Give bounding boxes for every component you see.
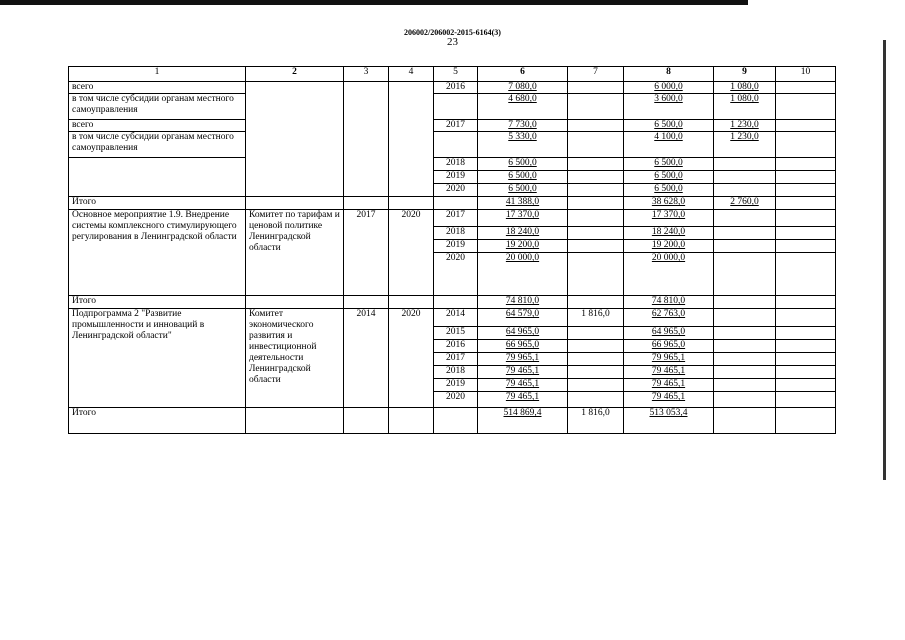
year-cell (434, 132, 478, 158)
other-cell (776, 227, 836, 240)
year-cell: 2020 (434, 392, 478, 408)
other-cell (776, 94, 836, 120)
local-cell: 1 230,0 (714, 120, 776, 132)
start-year-cell: 2014 (344, 309, 389, 408)
regional-cell: 6 500,0 (624, 158, 714, 171)
executor-cell (246, 408, 344, 434)
year-cell: 2014 (434, 309, 478, 327)
regional-cell: 38 628,0 (624, 197, 714, 210)
executor-cell (246, 82, 344, 197)
local-cell (714, 240, 776, 253)
document-code: 206002/206002-2015-6164(3) (404, 28, 501, 37)
local-cell (714, 227, 776, 240)
federal-cell (568, 353, 624, 366)
total-cell: 79 465,1 (478, 366, 568, 379)
year-cell: 2018 (434, 366, 478, 379)
budget-table (68, 66, 836, 434)
end-year-cell (389, 82, 434, 197)
start-year-cell (344, 408, 389, 434)
other-cell (776, 82, 836, 94)
federal-cell (568, 132, 624, 158)
executor-cell (246, 296, 344, 309)
right-scan-edge (883, 40, 886, 480)
federal-cell (568, 171, 624, 184)
executor-cell: Комитет по тарифам и ценовой политике Ленинградской области (246, 210, 344, 296)
regional-cell: 79 465,1 (624, 392, 714, 408)
other-cell (776, 120, 836, 132)
table-row (69, 309, 836, 327)
table-row (69, 210, 836, 227)
table-row (69, 82, 836, 94)
total-cell: 4 680,0 (478, 94, 568, 120)
year-cell: 2017 (434, 210, 478, 227)
end-year-cell (389, 197, 434, 210)
start-year-cell (344, 197, 389, 210)
header-cell: 5 (434, 67, 478, 82)
other-cell (776, 296, 836, 309)
federal-cell (568, 197, 624, 210)
other-cell (776, 158, 836, 171)
local-cell: 1 230,0 (714, 132, 776, 158)
federal-cell (568, 94, 624, 120)
total-cell: 66 965,0 (478, 340, 568, 353)
federal-cell: 1 816,0 (568, 309, 624, 327)
federal-cell: 1 816,0 (568, 408, 624, 434)
local-cell (714, 158, 776, 171)
local-cell (714, 210, 776, 227)
regional-cell: 62 763,0 (624, 309, 714, 327)
local-cell (714, 253, 776, 296)
other-cell (776, 408, 836, 434)
regional-cell: 6 500,0 (624, 171, 714, 184)
measure-title: Основное мероприятие 1.9. Внедрение системы комплексного стимулирующего регулирования в Ленинградской области (69, 210, 246, 296)
other-cell (776, 184, 836, 197)
start-year-cell: 2017 (344, 210, 389, 296)
table-row (69, 94, 836, 120)
regional-cell: 6 000,0 (624, 82, 714, 94)
total-cell: 19 200,0 (478, 240, 568, 253)
federal-cell (568, 120, 624, 132)
regional-cell: 79 965,1 (624, 353, 714, 366)
year-cell: 2018 (434, 158, 478, 171)
year-cell: 2020 (434, 253, 478, 296)
regional-cell: 19 200,0 (624, 240, 714, 253)
local-cell (714, 296, 776, 309)
total-cell: 79 465,1 (478, 392, 568, 408)
header-cell: 7 (568, 67, 624, 82)
federal-cell (568, 184, 624, 197)
row-label: Итого (69, 197, 246, 210)
table-row (69, 132, 836, 158)
table-row-total (69, 296, 836, 309)
total-cell: 17 370,0 (478, 210, 568, 227)
regional-cell: 513 053,4 (624, 408, 714, 434)
regional-cell: 18 240,0 (624, 227, 714, 240)
federal-cell (568, 379, 624, 392)
local-cell (714, 408, 776, 434)
header-cell: 3 (344, 67, 389, 82)
federal-cell (568, 210, 624, 227)
regional-cell: 66 965,0 (624, 340, 714, 353)
table-row (69, 158, 836, 171)
year-cell: 2019 (434, 240, 478, 253)
total-cell: 79 465,1 (478, 379, 568, 392)
total-cell: 64 965,0 (478, 327, 568, 340)
page-number: 23 (447, 36, 458, 48)
other-cell (776, 379, 836, 392)
other-cell (776, 366, 836, 379)
row-label: в том числе субсидии органам местного самоуправления (69, 132, 246, 158)
regional-cell: 64 965,0 (624, 327, 714, 340)
federal-cell (568, 392, 624, 408)
regional-cell: 79 465,1 (624, 366, 714, 379)
end-year-cell (389, 296, 434, 309)
total-cell: 79 965,1 (478, 353, 568, 366)
regional-cell: 20 000,0 (624, 253, 714, 296)
local-cell (714, 379, 776, 392)
regional-cell: 79 465,1 (624, 379, 714, 392)
row-label (69, 158, 246, 197)
federal-cell (568, 82, 624, 94)
year-cell (434, 94, 478, 120)
other-cell (776, 210, 836, 227)
other-cell (776, 253, 836, 296)
other-cell (776, 353, 836, 366)
top-border-line (0, 0, 748, 5)
executor-cell: Комитет экономического развития и инвестиционной деятельности Ленинградской области (246, 309, 344, 408)
regional-cell: 6 500,0 (624, 184, 714, 197)
year-cell (434, 296, 478, 309)
local-cell (714, 392, 776, 408)
header-cell: 8 (624, 67, 714, 82)
other-cell (776, 392, 836, 408)
year-cell: 2015 (434, 327, 478, 340)
federal-cell (568, 253, 624, 296)
year-cell (434, 408, 478, 434)
other-cell (776, 197, 836, 210)
other-cell (776, 340, 836, 353)
end-year-cell: 2020 (389, 309, 434, 408)
start-year-cell (344, 82, 389, 197)
row-label: всего (69, 120, 246, 132)
total-cell: 74 810,0 (478, 296, 568, 309)
header-cell: 2 (246, 67, 344, 82)
total-cell: 18 240,0 (478, 227, 568, 240)
regional-cell: 3 600,0 (624, 94, 714, 120)
regional-cell: 6 500,0 (624, 120, 714, 132)
local-cell (714, 327, 776, 340)
end-year-cell (389, 408, 434, 434)
year-cell: 2019 (434, 171, 478, 184)
local-cell (714, 366, 776, 379)
year-cell: 2017 (434, 353, 478, 366)
total-cell: 7 080,0 (478, 82, 568, 94)
header-cell: 1 (69, 67, 246, 82)
executor-cell (246, 197, 344, 210)
other-cell (776, 309, 836, 327)
row-label: всего (69, 82, 246, 94)
regional-cell: 4 100,0 (624, 132, 714, 158)
year-cell: 2018 (434, 227, 478, 240)
federal-cell (568, 240, 624, 253)
row-label: Итого (69, 296, 246, 309)
total-cell: 41 388,0 (478, 197, 568, 210)
total-cell: 5 330,0 (478, 132, 568, 158)
local-cell (714, 171, 776, 184)
header-cell: 10 (776, 67, 836, 82)
local-cell (714, 353, 776, 366)
total-cell: 514 869,4 (478, 408, 568, 434)
local-cell (714, 309, 776, 327)
federal-cell (568, 227, 624, 240)
table-row-total (69, 197, 836, 210)
total-cell: 20 000,0 (478, 253, 568, 296)
table-row-total (69, 408, 836, 434)
year-cell: 2016 (434, 82, 478, 94)
total-cell: 6 500,0 (478, 184, 568, 197)
regional-cell: 17 370,0 (624, 210, 714, 227)
other-cell (776, 327, 836, 340)
total-cell: 7 730,0 (478, 120, 568, 132)
end-year-cell: 2020 (389, 210, 434, 296)
header-cell: 4 (389, 67, 434, 82)
federal-cell (568, 366, 624, 379)
row-label: Итого (69, 408, 246, 434)
header-cell: 6 (478, 67, 568, 82)
start-year-cell (344, 296, 389, 309)
year-cell: 2017 (434, 120, 478, 132)
local-cell (714, 184, 776, 197)
table-header-row (69, 67, 836, 82)
local-cell (714, 340, 776, 353)
row-label: в том числе субсидии органам местного самоуправления (69, 94, 246, 120)
subprogram-title: Подпрограмма 2 "Развитие промышленности и инноваций в Ленинградской области" (69, 309, 246, 408)
total-cell: 64 579,0 (478, 309, 568, 327)
local-cell: 1 080,0 (714, 94, 776, 120)
local-cell: 2 760,0 (714, 197, 776, 210)
year-cell: 2016 (434, 340, 478, 353)
total-cell: 6 500,0 (478, 158, 568, 171)
year-cell (434, 197, 478, 210)
total-cell: 6 500,0 (478, 171, 568, 184)
other-cell (776, 132, 836, 158)
federal-cell (568, 296, 624, 309)
federal-cell (568, 327, 624, 340)
federal-cell (568, 158, 624, 171)
year-cell: 2020 (434, 184, 478, 197)
federal-cell (568, 340, 624, 353)
other-cell (776, 240, 836, 253)
year-cell: 2019 (434, 379, 478, 392)
regional-cell: 74 810,0 (624, 296, 714, 309)
local-cell: 1 080,0 (714, 82, 776, 94)
other-cell (776, 171, 836, 184)
table-row (69, 120, 836, 132)
header-cell: 9 (714, 67, 776, 82)
